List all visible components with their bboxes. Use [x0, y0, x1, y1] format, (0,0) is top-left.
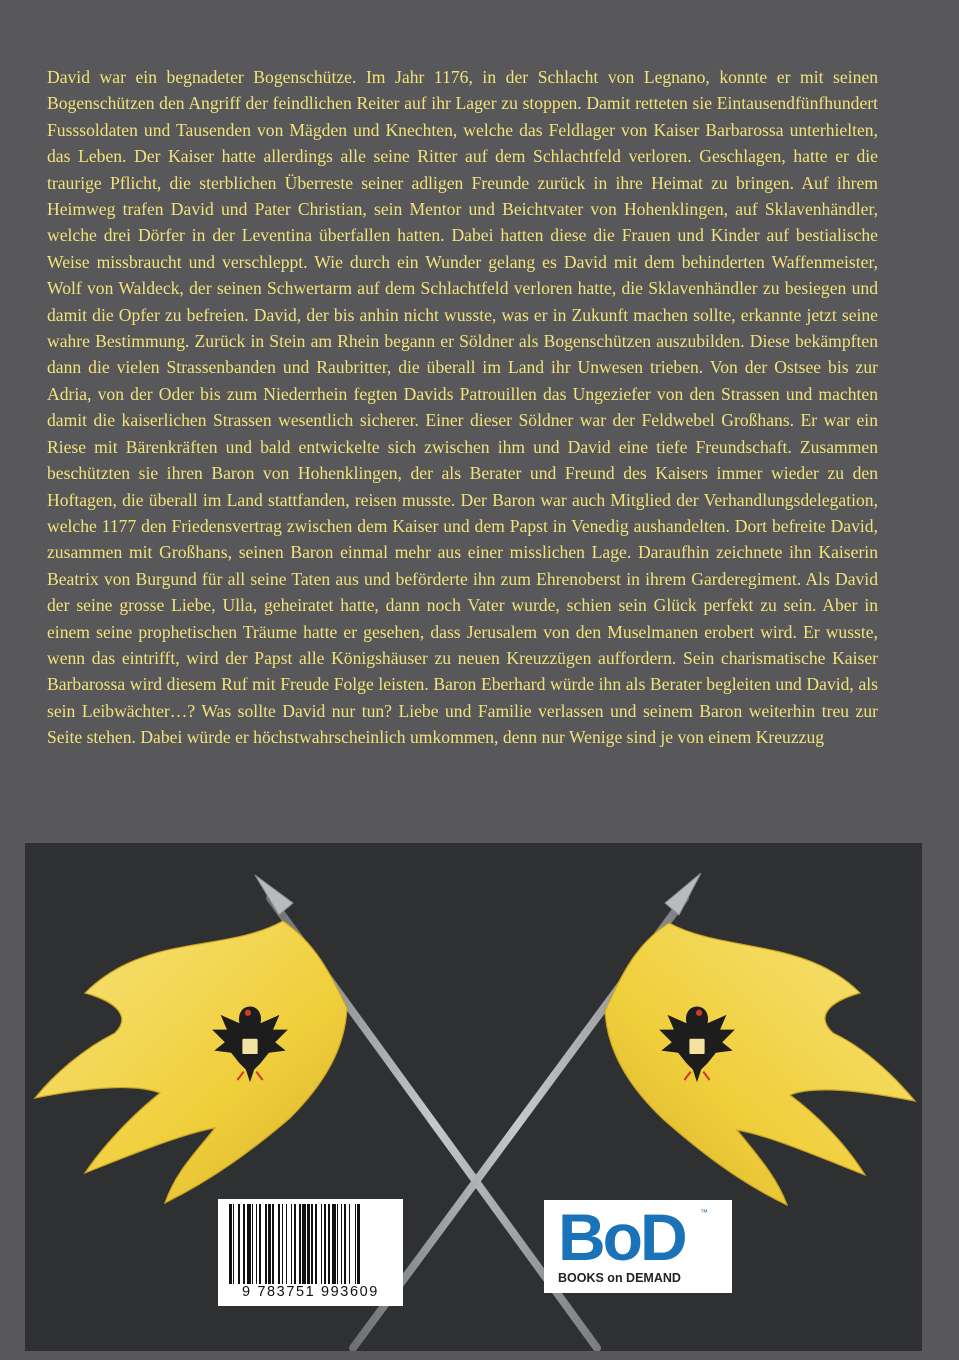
crossed-banners-illustration — [25, 843, 922, 1351]
cover-illustration — [25, 843, 922, 1351]
book-blurb: David war ein begnadeter Bogenschütze. Im Jahr 1176, in der Schlacht von Legnano, konnte er mit seinen Bogenschützen den Angriff der feindlichen Reiter auf ihr Lager zu stoppen. Damit retteten sie Eintausendfünfhundert Fusssoldaten und Tausenden von Mägden und Knechten, welche das Feldlager von Kaiser Barbarossa unterhielten, das Leben. Der Kaiser hatte allerdings alle seine Ritter auf dem Schlachtfeld verloren. Geschlagen, hatte er die traurige Pflicht, die sterblichen Überreste seiner adligen Freunde zurück in ihre Heimat zu bringen. Auf ihrem Heimweg trafen David und Pater Christian, sein Mentor und Beichtvater von Hohenklingen, auf Sklavenhändler, welche drei Dörfer in der Leventina überfallen hatten. Dabei hatten diese die Frauen und Kinder auf bestialische Weise missbraucht und verschleppt. Wie durch ein Wunder gelang es David mit dem behinderten Waffenmeister, Wolf von Waldeck, der seinen Schwertarm auf dem Schlachtfeld verloren hatte, die Sklavenhändler zu besiegen und damit die Opfer zu befreien. David, der bis anhin nicht wusste, was er in Zukunft machen sollte, erkannte jetzt seine wahre Bestimmung. Zurück in Stein am Rhein begann er Söldner als Bogenschützen auszubilden. Diese bekämpften dann die vielen Strassenbanden und Raubritter, die überall im Land ihr Unwesen trieben. Von der Ostsee bis zur Adria, von der Oder bis zum Niederrhein fegten Davids Patrouillen das Ungeziefer von den Strassen und machten damit die kaiserlichen Strassen wesentlich sicherer. Einer dieser Söldner war der Feldwebel Großhans. Er war ein Riese mit Bärenkräften und bald entwickelte sich zwischen ihm und David eine tiefe Freundschaft. Zusammen beschützten sie ihren Baron von Hohenklingen, der als Berater und Freund des Kaisers immer wieder zu den Hoftagen, die überall im Land stattfanden, reisen musste. Der Baron war auch Mitglied der Verhandlungsdelegation, welche 1177 den Friedensvertrag zwischen dem Kaiser und dem Papst in Venedig aushandelten. Dort befreite David, zusammen mit Großhans, seinen Baron einmal mehr aus einer misslichen Lage. Daraufhin zeichnete ihn Kaiserin Beatrix von Burgund für all seine Taten aus und beförderte ihn zum Ehrenoberst in ihrem Garderegiment. Als David der seine grosse Liebe, Ulla, geheiratet hatte, dann noch Vater wurde, schien sein Glück perfekt zu sein. Aber in einem seine prophetischen Träume hatte er gesehen, dass Jerusalem von den Muselmanen erobert wird. Er wusste, wenn das eintrifft, wird der Papst alle Königshäuser zu neuen Kreuzzügen auffordern. Sein charismatische Kaiser Barbarossa wird diesem Ruf mit Freude Folge leisten. Baron Eberhard würde ihn als Berater begleiten und David, als sein Leibwächter…? Was sollte David nur tun? Liebe und Familie verlassen und seinem Baron weiterhin treu zur Seite stehen. Dabei würde er höchstwahrscheinlich umkommen, denn nur Wenige sind je von einem Kreuzzug — [47, 67, 878, 748]
publisher-tagline: BOOKS on DEMAND — [558, 1271, 681, 1285]
spear-tip — [665, 873, 701, 915]
isbn-barcode — [218, 1199, 403, 1306]
barcode-bars — [229, 1204, 395, 1284]
publisher-logo — [544, 1200, 732, 1293]
trademark-symbol: ™ — [700, 1208, 708, 1217]
isbn-number: 9 783751 993609 — [242, 1284, 379, 1300]
bod-wordmark: BoD — [558, 1200, 685, 1274]
